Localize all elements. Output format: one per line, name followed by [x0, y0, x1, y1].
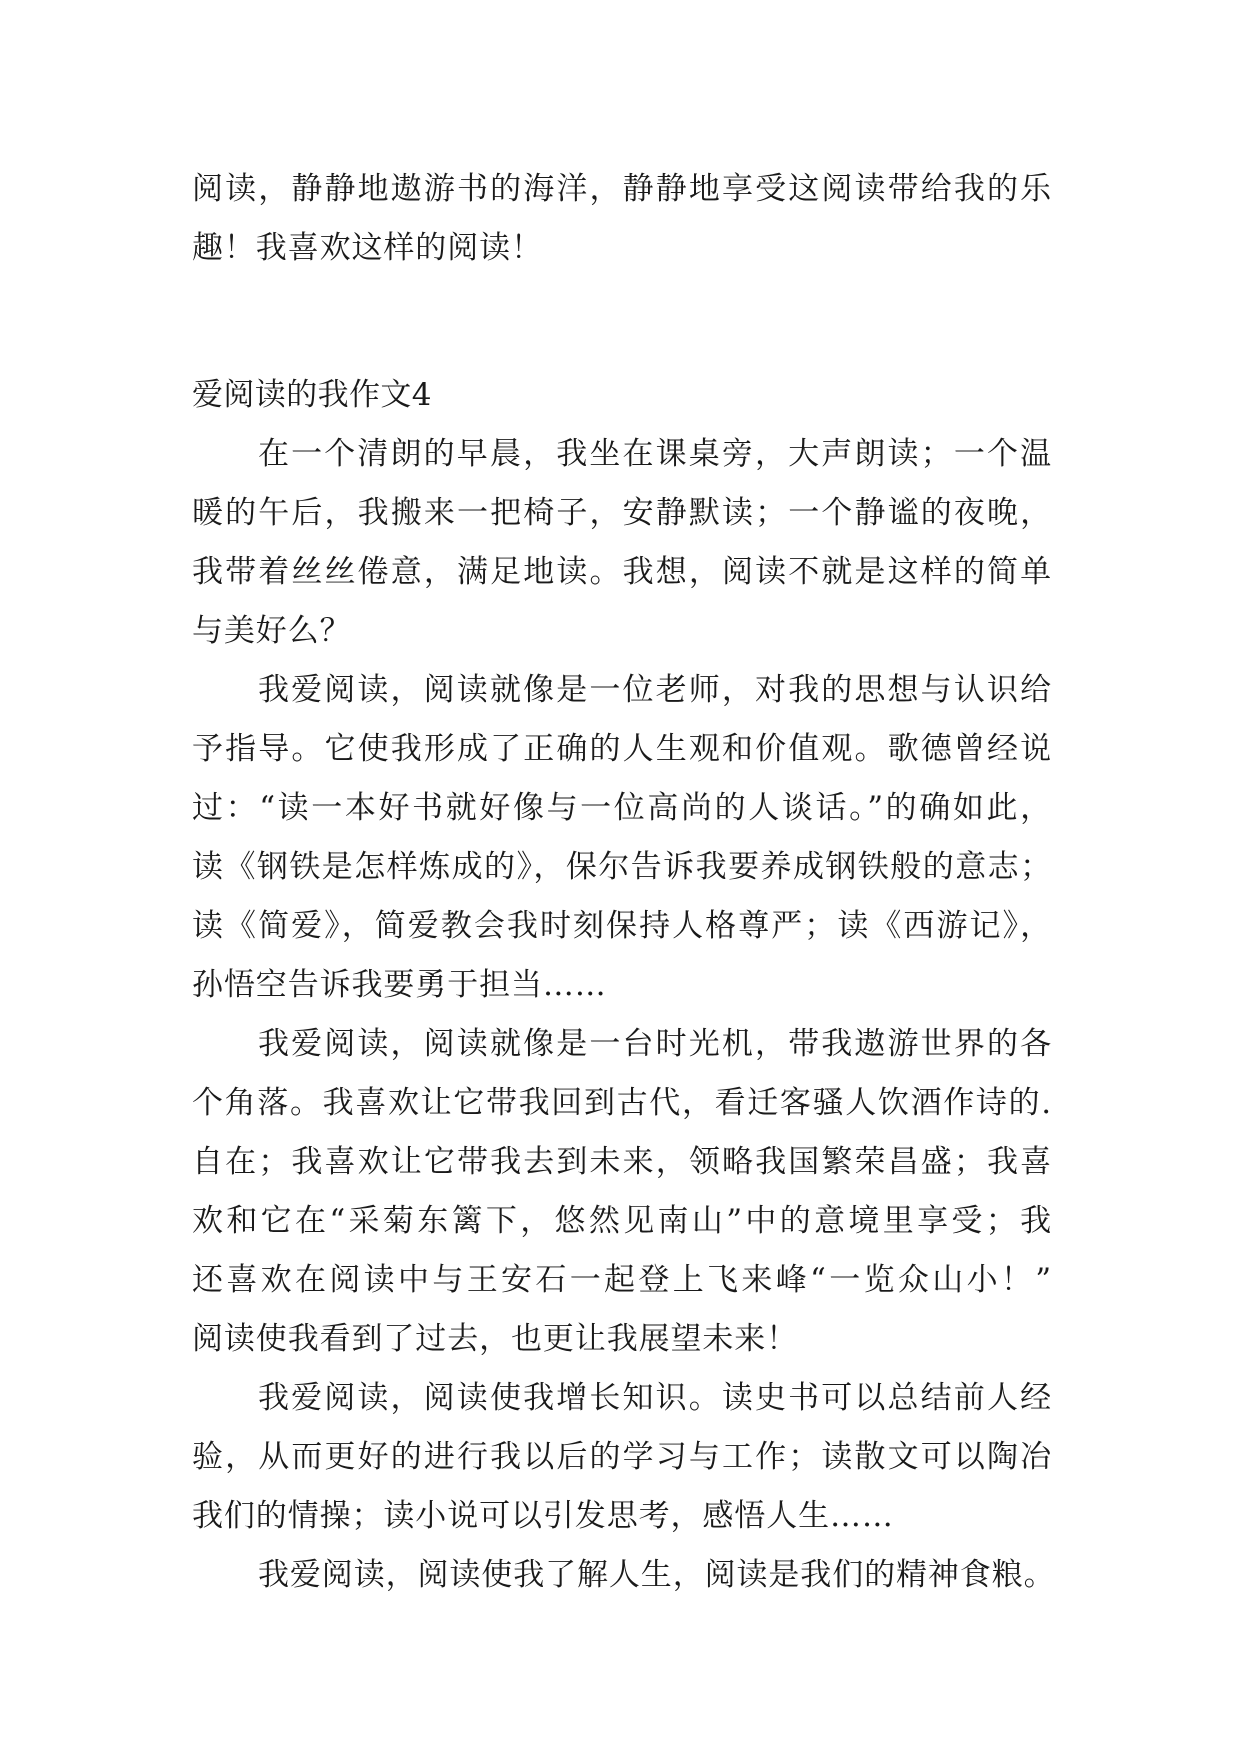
- section-gap: [192, 278, 1052, 366]
- text-line: 我爱阅读，阅读使我了解人生，阅读是我们的精神食粮。: [258, 1557, 1056, 1593]
- text-line: 自在；我喜欢让它带我去到未来，领略我国繁荣昌盛；我喜: [192, 1144, 1052, 1180]
- text-line: 予指导。它使我形成了正确的人生观和价值观。歌德曾经说: [192, 731, 1052, 767]
- paragraph: [192, 425, 1052, 661]
- paragraph: [192, 661, 1052, 1015]
- text-line: 我带着丝丝倦意，满足地读。我想，阅读不就是这样的简单: [192, 554, 1052, 590]
- text-line: 我们的情操；读小说可以引发思考，感悟人生……: [192, 1498, 894, 1534]
- text-line: 与美好么？: [192, 613, 352, 649]
- text-line: 趣！我喜欢这样的阅读！: [192, 230, 543, 266]
- text-line: 阅读使我看到了过去，也更让我展望未来！: [192, 1321, 799, 1357]
- text-line: 暖的午后，我搬来一把椅子，安静默读；一个静谧的夜晚，: [192, 495, 1052, 531]
- text-line: 我爱阅读，阅读就像是一台时光机，带我遨游世界的各: [258, 1026, 1052, 1062]
- text-line: 个角落。我喜欢让它带我回到古代，看迁客骚人饮酒作诗的.: [192, 1085, 1052, 1121]
- document-page: [192, 160, 1056, 1605]
- paragraph: [192, 1369, 1052, 1546]
- paragraph: [192, 1546, 1056, 1605]
- text-line: 阅读，静静地遨游书的海洋，静静地享受这阅读带给我的乐: [192, 171, 1052, 207]
- text-line: 在一个清朗的早晨，我坐在课桌旁，大声朗读；一个温: [258, 436, 1052, 472]
- paragraph: [192, 1015, 1052, 1369]
- section-title: 爱阅读的我作文4: [192, 377, 432, 413]
- text-line: 我爱阅读，阅读使我增长知识。读史书可以总结前人经: [258, 1380, 1052, 1416]
- text-line: 我爱阅读，阅读就像是一位老师，对我的思想与认识给: [258, 672, 1052, 708]
- text-line: 验，从而更好的进行我以后的学习与工作；读散文可以陶冶: [192, 1439, 1052, 1475]
- text-line: 欢和它在“采菊东篱下，悠然见南山”中的意境里享受；我: [192, 1203, 1052, 1239]
- text-line: 读《钢铁是怎样炼成的》，保尔告诉我要养成钢铁般的意志；: [192, 849, 1052, 885]
- text-line: 读《简爱》，简爱教会我时刻保持人格尊严；读《西游记》，: [192, 908, 1052, 944]
- continuation-paragraph: [192, 160, 1052, 278]
- text-line: 孙悟空告诉我要勇于担当……: [192, 967, 607, 1003]
- text-line: 还喜欢在阅读中与王安石一起登上飞来峰“一览众山小！”: [192, 1262, 1052, 1298]
- text-line: 过：“读一本好书就好像与一位高尚的人谈话。”的确如此，: [192, 790, 1052, 826]
